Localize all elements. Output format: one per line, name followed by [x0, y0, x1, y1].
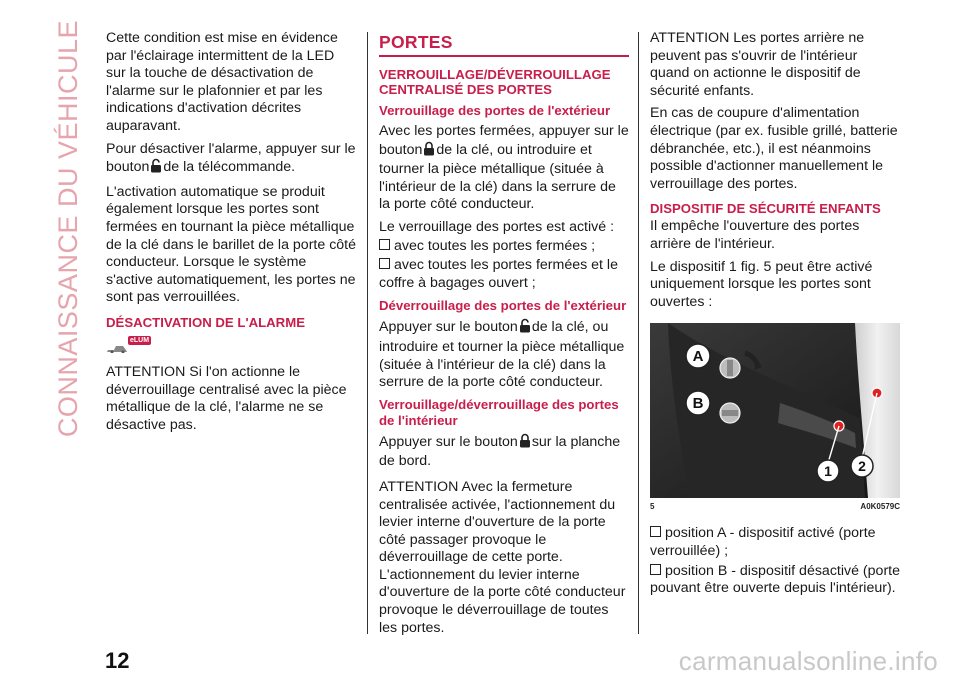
- column-divider-right: [638, 32, 639, 634]
- page-number: 12: [105, 648, 130, 673]
- child-lock-figure: [650, 323, 900, 498]
- figure-caption: [650, 502, 900, 511]
- list-item: position B - dispositif désactivé (porte pouvant être ouverte depuis l'intérieur).: [650, 562, 900, 597]
- list-item: position A - dispositif activé (porte verrouillée) ;: [650, 525, 876, 559]
- list-item: avec toutes les portes fermées ;: [379, 238, 629, 256]
- section-heading: VERROUILLAGE/DÉVERROUILLAGE CENTRALISÉ DES PORTES: [379, 67, 611, 97]
- child-lock-illustration: [650, 323, 900, 498]
- paragraph: Pour désactiver l'alarme, appuyer sur le bouton de la télécommande.: [106, 141, 356, 179]
- checkbox-bullet-icon: [650, 526, 661, 537]
- unlock-icon: [150, 158, 162, 179]
- paragraph: L'activation automatique se produit également lorsque les portes sont fermées en tournant la pièce métallique de la clé dans le barillet de la porte côté conducteur. Lorsque le système s'active automatiquement, les portes ne sont pas verrouillées.: [106, 183, 357, 306]
- list-item: avec toutes les portes fermées et le coffre à bagages ouvert ;: [379, 257, 618, 291]
- watermark: carmanualsonline.info: [678, 646, 938, 676]
- section-heading: DISPOSITIF DE SÉCURITÉ ENFANTS: [650, 201, 881, 217]
- car-key-icon: [106, 340, 128, 358]
- paragraph: En cas de coupure d'alimentation électrique (par ex. fusible grillé, batterie débranchée, etc.), il est néanmoins possible d'actionner manuellement le verrouillage des portes.: [650, 105, 898, 192]
- column-divider-left: [367, 32, 368, 634]
- paragraph: Il empêche l'ouverture des portes arrière de l'intérieur.: [650, 218, 860, 252]
- column-3: [650, 30, 900, 600]
- side-section-title: CONNAISSANCE DU VÉHICULE: [52, 20, 83, 438]
- paragraph: Le verrouillage des portes est activé :: [379, 218, 615, 235]
- section-heading: DÉSACTIVATION DE L'ALARME: [106, 314, 305, 330]
- paragraph: Cette condition est mise en évidence par l'éclairage intermittent de la LED sur la touche de désactivation de l'alarme sur le plafonnier et par les indications d'activation décrites auparavant.: [106, 30, 338, 134]
- figure-label-2: 2: [858, 458, 866, 475]
- subsection-heading: Déverrouillage des portes de l'extérieur: [379, 298, 627, 314]
- lock-icon: [519, 433, 531, 454]
- paragraph: ATTENTION Les portes arrière ne peuvent pas s'ouvrir de l'intérieur quand on actionne le dispositif de sécurité enfants.: [650, 30, 865, 99]
- subsection-heading: Verrouillage des portes de l'extérieur: [379, 103, 611, 118]
- figure-code: A0K0579C: [860, 502, 900, 512]
- column-1: [106, 30, 356, 439]
- paragraph: Appuyer sur le bouton sur la planche de bord.: [379, 433, 621, 470]
- checkbox-bullet-icon: [650, 564, 661, 575]
- elum-badge: eLUM: [130, 336, 150, 344]
- variant-marker: [106, 336, 356, 354]
- paragraph: Le dispositif 1 fig. 5 peut être activé uniquement lorsque les portes sont ouvertes :: [650, 258, 873, 310]
- chapter-heading: PORTES: [379, 32, 453, 52]
- paragraph: ATTENTION Avec la fermeture centralisée activée, l'actionnement du levier interne d'ouverture de la porte côté passager provoque le déverrouillage de cette porte. L'actionnement du levier interne d'ouverture de la porte côté conducteur provoque le déverrouillage de toutes les portes.: [379, 478, 626, 636]
- figure-number: 5: [650, 502, 655, 512]
- figure-label-a: A: [692, 348, 704, 366]
- checkbox-bullet-icon: [379, 239, 390, 250]
- checkbox-bullet-icon: [379, 258, 390, 269]
- paragraph: Avec les portes fermées, appuyer sur le bouton de la clé, ou introduire et tourner la pièce métallique (située à l'intérieur de la clé) dans la serrure de la porte côté conducteur.: [379, 123, 629, 213]
- figure-label-b: B: [692, 395, 704, 413]
- unlock-icon: [519, 318, 531, 339]
- figure-label-1: 1: [824, 463, 832, 480]
- paragraph: Appuyer sur le bouton de la clé, ou introduire et tourner la pièce métallique (située à l'intérieur de la clé) dans la serrure de la porte côté conducteur.: [379, 319, 625, 391]
- subsection-heading: Verrouillage/déverrouillage des portes de l'intérieur: [379, 396, 619, 428]
- heading-rule: [379, 55, 629, 57]
- lock-icon: [423, 141, 435, 162]
- column-2: [379, 30, 629, 642]
- paragraph: ATTENTION Si l'on actionne le déverrouillage centralisé avec la pièce métallique de la clé, l'alarme ne se désactive pas.: [106, 363, 347, 433]
